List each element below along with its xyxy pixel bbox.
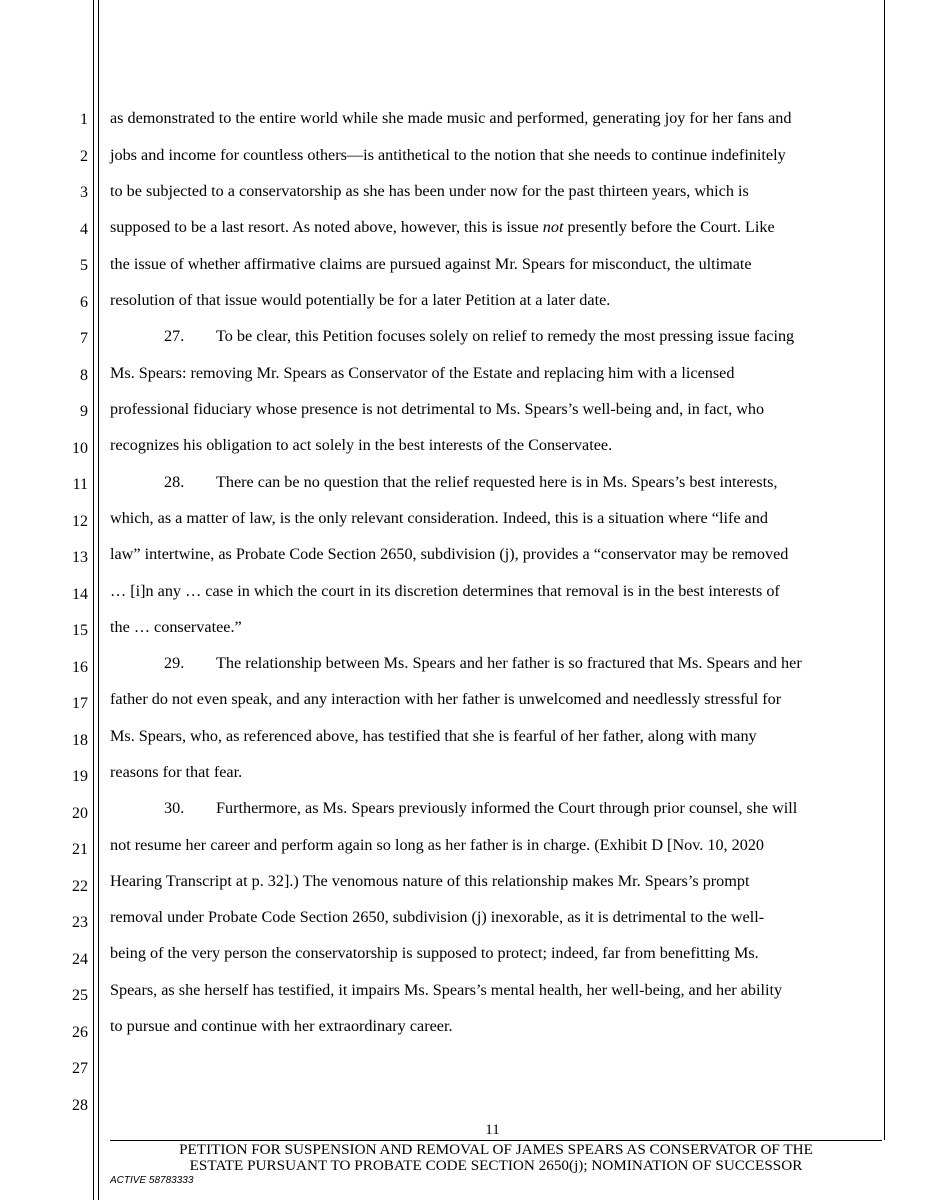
line-number: 5 (80, 257, 88, 274)
line-number: 12 (72, 513, 88, 530)
body-line: Ms. Spears: removing Mr. Spears as Conservator of the Estate and replacing him with a licensed (110, 364, 735, 382)
line-number: 15 (72, 622, 88, 639)
line-number: 20 (72, 805, 88, 822)
body-line: not resume her career and perform again so long as her father is in charge. (Exhibit D [Nov. 10, 2020 (110, 836, 765, 854)
paragraph-30-first-line (164, 799, 797, 817)
footer-caption-line: ESTATE PURSUANT TO PROBATE CODE SECTION 2650(j); NOMINATION OF SUCCESSOR (189, 1157, 803, 1174)
left-margin-rule-outer (93, 0, 94, 1200)
paragraph-number: 29. (164, 654, 185, 672)
line-number: 14 (72, 586, 88, 603)
body-line-text: There can be no question that the relief requested here is in Ms. Spears’s best interests, (216, 473, 778, 491)
body-line: the … conservatee.” (110, 618, 242, 636)
body-line (110, 218, 775, 236)
line-number: 4 (80, 221, 88, 238)
line-number: 26 (72, 1024, 88, 1041)
paragraph-number: 27. (164, 327, 185, 345)
line-number: 3 (80, 184, 88, 201)
line-number: 16 (72, 659, 88, 676)
body-line: being of the very person the conservatorship is supposed to protect; indeed, far from benefitting Ms. (110, 944, 759, 962)
body-line-text: presently before the Court. Like (563, 218, 775, 236)
paragraph-number: 28. (164, 473, 185, 491)
line-number: 11 (72, 476, 88, 493)
line-number: 1 (80, 111, 88, 128)
body-line: to be subjected to a conservatorship as she has been under now for the past thirteen years, which is (110, 182, 749, 200)
line-number: 18 (72, 732, 88, 749)
body-line: to pursue and continue with her extraordinary career. (110, 1017, 453, 1035)
body-line: as demonstrated to the entire world while she made music and performed, generating joy for her fans and (110, 109, 792, 127)
line-number: 21 (72, 841, 88, 858)
line-number: 24 (72, 951, 88, 968)
line-number: 7 (80, 330, 88, 347)
body-line-text: supposed to be a last resort. As noted above, however, this is issue (110, 218, 543, 236)
line-number: 19 (72, 768, 88, 785)
body-line: law” intertwine, as Probate Code Section 2650, subdivision (j), provides a “conservator may be removed (110, 545, 789, 563)
document-id: ACTIVE 58783333 (110, 1175, 194, 1186)
line-number: 25 (72, 987, 88, 1004)
body-line: reasons for that fear. (110, 763, 243, 781)
body-line: … [i]n any … case in which the court in its discretion determines that removal is in the best interests of (110, 582, 780, 600)
body-line: Spears, as she herself has testified, it impairs Ms. Spears’s mental health, her well-being, and her ability (110, 981, 783, 999)
body-line-text: Furthermore, as Ms. Spears previously informed the Court through prior counsel, she will (216, 799, 798, 817)
body-line: recognizes his obligation to act solely in the best interests of the Conservatee. (110, 436, 613, 454)
body-line: jobs and income for countless others—is antithetical to the notion that she needs to continue indefinitely (110, 146, 786, 164)
body-line: removal under Probate Code Section 2650, subdivision (j) inexorable, as it is detrimental to the well- (110, 908, 765, 926)
body-line: Hearing Transcript at p. 32].) The venomous nature of this relationship makes Mr. Spears’s prompt (110, 872, 750, 890)
body-line: father do not even speak, and any interaction with her father is unwelcomed and needlessly stressful for (110, 690, 782, 708)
line-number: 27 (72, 1060, 88, 1077)
line-number: 9 (80, 403, 88, 420)
page-number: 11 (485, 1122, 500, 1138)
body-line: the issue of whether affirmative claims are pursued against Mr. Spears for misconduct, the ultimate (110, 255, 752, 273)
body-line: professional fiduciary whose presence is not detrimental to Ms. Spears’s well-being and, in fact, who (110, 400, 765, 418)
line-number: 6 (80, 294, 88, 311)
line-number: 10 (72, 440, 88, 457)
paragraph-27-first-line (164, 327, 794, 345)
body-line: which, as a matter of law, is the only relevant consideration. Indeed, this is a situation where “life and (110, 509, 768, 527)
line-number: 28 (72, 1097, 88, 1114)
body-line: resolution of that issue would potentially be for a later Petition at a later date. (110, 291, 611, 309)
footer-caption (110, 1142, 882, 1174)
line-number: 8 (80, 367, 88, 384)
emphasis-text: not (542, 218, 564, 236)
line-number: 23 (72, 914, 88, 931)
paragraph-28-first-line (164, 473, 777, 491)
right-margin-rule (884, 0, 885, 1140)
body-line-text: To be clear, this Petition focuses solely on relief to remedy the most pressing issue facing (216, 327, 795, 345)
paragraph-number: 30. (164, 799, 185, 817)
line-number: 2 (80, 148, 88, 165)
paragraph-29-first-line (164, 654, 802, 672)
body-line: Ms. Spears, who, as referenced above, has testified that she is fearful of her father, along with many (110, 727, 757, 745)
line-number: 17 (72, 695, 88, 712)
body-line-text: The relationship between Ms. Spears and her father is so fractured that Ms. Spears and her (216, 654, 802, 672)
line-number: 22 (72, 878, 88, 895)
line-number: 13 (72, 549, 88, 566)
footer-caption-line: PETITION FOR SUSPENSION AND REMOVAL OF JAMES SPEARS AS CONSERVATOR OF THE (179, 1141, 813, 1158)
left-margin-rule-inner (98, 0, 99, 1200)
